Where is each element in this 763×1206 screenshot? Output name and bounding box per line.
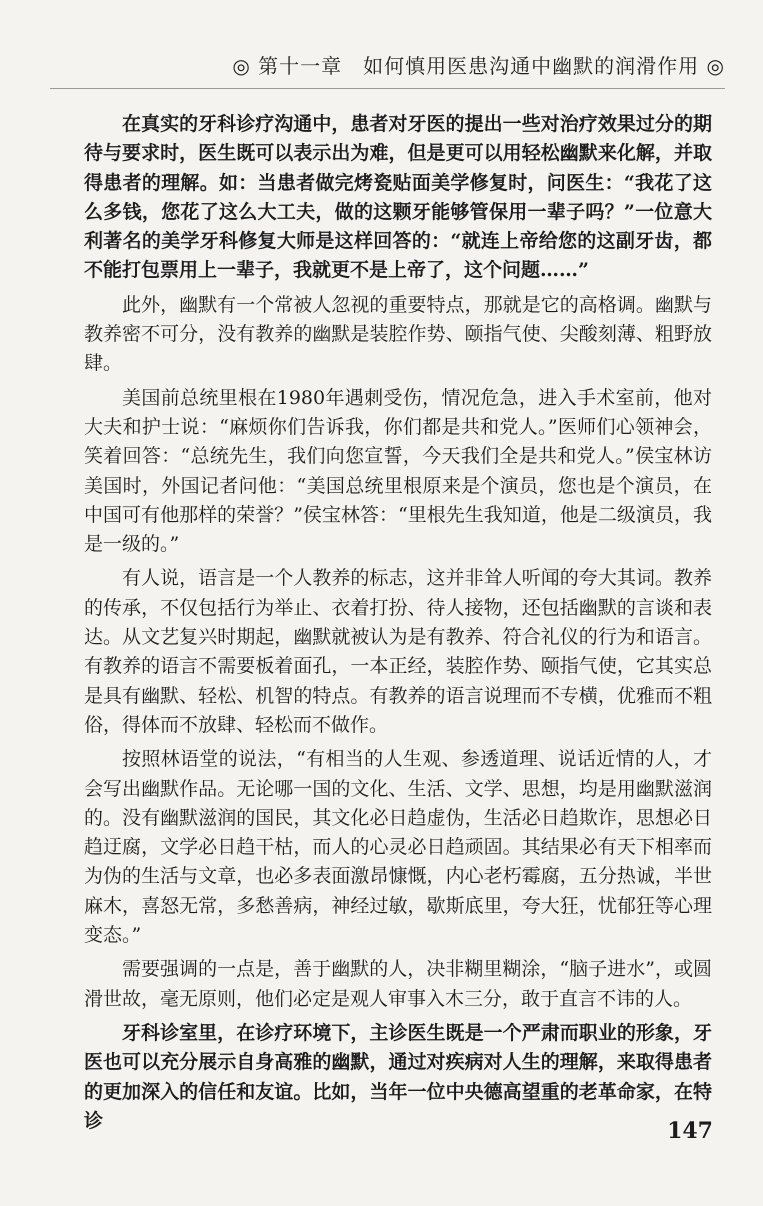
chapter-header: ◎ 第十一章 如何慎用医患沟通中幽默的润滑作用 ◎ bbox=[232, 54, 725, 78]
paragraph-6: 需要强调的一点是，善于幽默的人，决非糊里糊涂，“脑子进水”，或圆滑世故，毫无原则，他们必定是观人审事入木三分，敢于直言不讳的人。 bbox=[84, 958, 712, 1010]
paragraph-7: 牙科诊室里，在诊疗环境下，主诊医生既是一个严肃而职业的形象，牙医也可以充分展示自身高雅的幽默，通过对疾病对人生的理解，来取得患者的更加深入的信任和友谊。比如，当年一位中央德高望重的老革命家，在特诊 bbox=[84, 1021, 712, 1132]
paragraph-5: 按照林语堂的说法，“有相当的人生观、参透道理、说话近情的人，才会写出幽默作品。无论哪一国的文化、生活、文学、思想，均是用幽默滋润的。没有幽默滋润的国民，其文化必日趋虚伪，生活必日趋欺诈，思想必日趋迂腐，文学必日趋干枯，而人的心灵必日趋顽固。其结果必有天下相率而为伪的生活与文章，也必多表面激昂慷慨，内心老朽霉腐，五分热诚，半世麻木，喜怒无常，多愁善病，神经过敏，歇斯底里，夸大狂，忧郁狂等心理变态。” bbox=[84, 748, 712, 947]
page-number: 147 bbox=[667, 1118, 713, 1144]
paragraph-1: 在真实的牙科诊疗沟通中，患者对牙医的提出一些对治疗效果过分的期待与要求时，医生既可以表示出为难，但是更可以用轻松幽默来化解，并取得患者的理解。如：当患者做完烤瓷贴面美学修复时，问医生：“我花了这么多钱，您花了这么大工夫，做的这颗牙能够管保用一辈子吗？”一位意大利著名的美学牙科修复大师是这样回答的：“就连上帝给您的这副牙齿，都不能打包票用上一辈子，我就更不是上帝了，这个问题……” bbox=[84, 113, 712, 282]
body-text bbox=[84, 110, 712, 1141]
header-divider bbox=[50, 88, 725, 89]
paragraph-3: 美国前总统里根在1980年遇刺受伤，情况危急，进入手术室前，他对大夫和护士说：“麻烦你们告诉我，你们都是共和党人。”医师们心领神会，笑着回答：“总统先生，我们向您宣誓，今天我们全是共和党人。”侯宝林访美国时，外国记者问他：“美国总统里根原来是个演员，您也是个演员，在中国可有他那样的荣誉？”侯宝林答：“里根先生我知道，他是二级演员，我是一级的。” bbox=[84, 386, 712, 556]
paragraph-4: 有人说，语言是一个人教养的标志，这并非耸人听闻的夸大其词。教养的传承，不仅包括行为举止、衣着打扮、待人接物，还包括幽默的言谈和表达。从文艺复兴时期起，幽默就被认为是有教养、符合礼仪的行为和语言。有教养的语言不需要板着面孔，一本正经，装腔作势、颐指气使，它其实总是具有幽默、轻松、机智的特点。有教养的语言说理而不专横，优雅而不粗俗，得体而不放肆、轻松而不做作。 bbox=[84, 567, 712, 736]
paragraph-2: 此外，幽默有一个常被人忽视的重要特点，那就是它的高格调。幽默与教养密不可分，没有教养的幽默是装腔作势、颐指气使、尖酸刻薄、粗野放肆。 bbox=[84, 293, 712, 375]
